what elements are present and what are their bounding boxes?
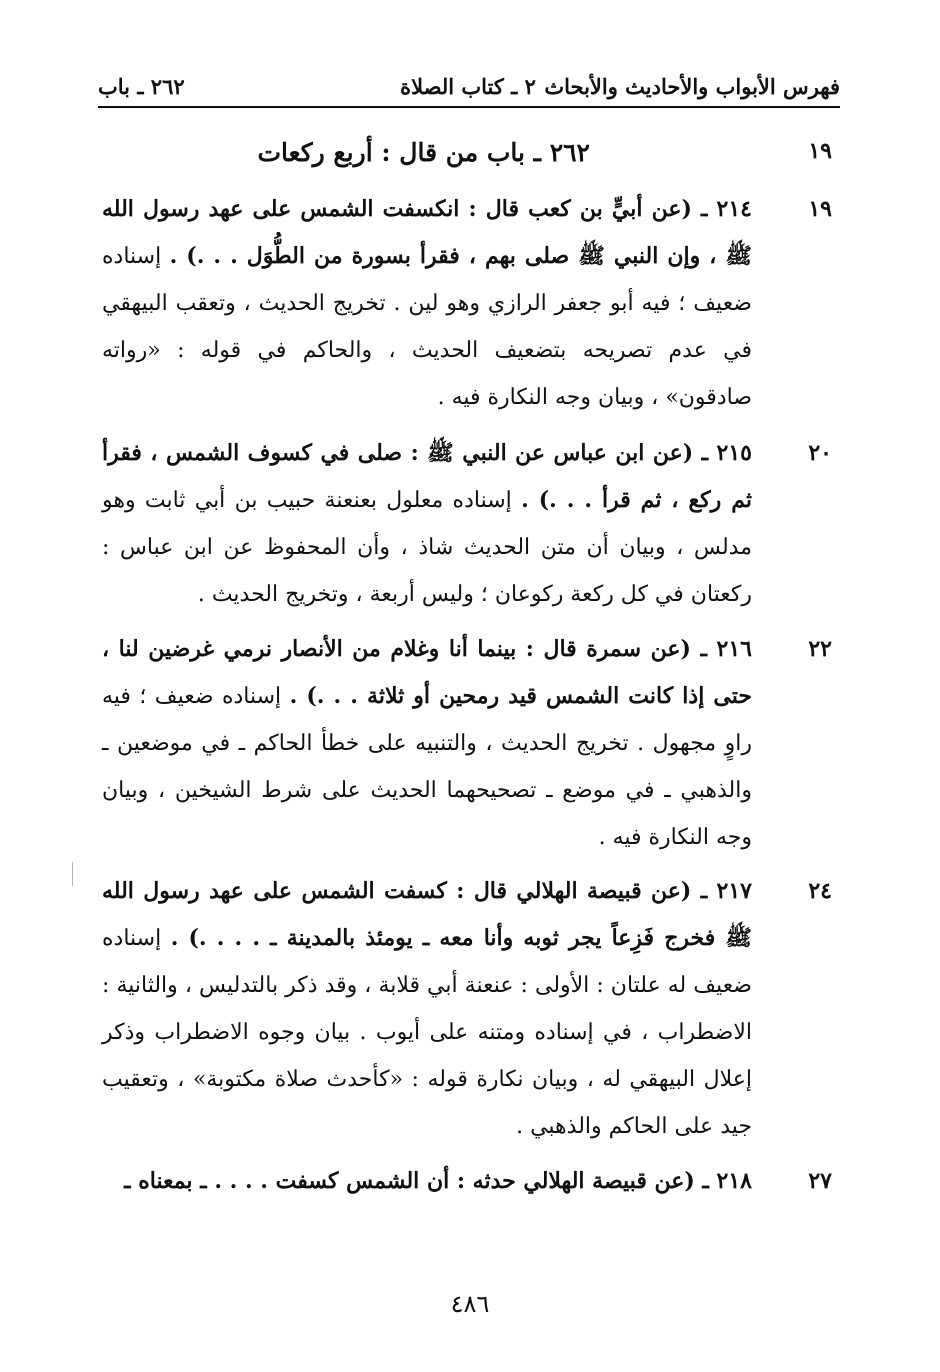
page-header [98, 70, 840, 108]
entry-page-ref: ٢٠ [808, 440, 832, 466]
hadith-note: إسناده ضعيف ؛ فيه راوٍ مجهول . تخريج الحديث ، والتنبيه على خطأ الحاكم ـ في موضعين ـ والذهبي ـ في موضع ـ تصحيحهما الحديث على شرط الشيخين ، وبيان وجه النكارة فيه . [102, 684, 752, 850]
hadith-text: ٢١٤ ـ (عن أبيٍّ بن كعب قال : انكسفت الشمس على عهد رسول الله ﷺ ، وإن النبي ﷺ صلى بهم ، فقرأ بسورة من الطُّوَل . . .) . [102, 196, 752, 269]
book-index-title: فهرس الأبواب والأحاديث والأبحاث [544, 74, 840, 99]
hadith-note: إسناده معلول بعنعنة حبيب بن أبي ثابت وهو مدلس ، وبيان أن متن الحديث شاذ ، وأن المحفوظ عن ابن عباس : ركعتان في كل ركعة ركوعان ؛ وليس أربعة ، وتخريج الحديث . [102, 488, 752, 607]
hadith-entry [102, 186, 752, 421]
hadith-text: ٢١٨ ـ (عن قبيصة الهلالي حدثه : أن الشمس كسفت . . . . ـ بمعناه ـ [124, 1168, 752, 1194]
chapter-page-ref: ١٩ [808, 138, 832, 164]
entry-page-ref: ٢٧ [808, 1168, 832, 1194]
hadith-entry [102, 430, 752, 618]
section-title: ٢ ـ كتاب الصلاة [400, 74, 536, 99]
scan-mark [72, 862, 73, 886]
hadith-text: ٢١٥ ـ (عن ابن عباس عن النبي ﷺ : صلى في كسوف الشمس ، فقرأ ثم ركع ، ثم قرأ . . .) . [102, 440, 752, 513]
entry-page-ref: ١٩ [808, 196, 832, 222]
hadith-entry [102, 626, 752, 861]
entry-page-ref: ٢٢ [808, 636, 832, 662]
chapter-reference: ٢٦٢ ـ باب [98, 74, 185, 99]
hadith-entry [102, 1158, 752, 1205]
chapter-title: ٢٦٢ ـ باب من قال : أربع ركعات [257, 138, 590, 167]
hadith-entry [102, 868, 752, 1150]
hadith-note: إسناده ضعيف له علتان : الأولى : عنعنة أبي قلابة ، وقد ذكر بالتدليس ، والثانية : الاضطراب ، في إسناده ومتنه على أيوب . بيان وجوه الاضطراب وذكر إعلال البيهقي له ، وبيان نكارة قوله : «كأحدث صلاة مكتوبة» ، وتعقيب جيد على الحاكم والذهبي . [102, 926, 752, 1139]
page-number: ٤٨٦ [450, 1290, 490, 1318]
hadith-text: ٢١٦ ـ (عن سمرة قال : بينما أنا وغلام من الأنصار نرمي غرضين لنا ، حتى إذا كانت الشمس قيد رمحين أو ثلاثة . . .) . [102, 636, 753, 709]
hadith-text: ٢١٧ ـ (عن قبيصة الهلالي قال : كسفت الشمس على عهد رسول الله ﷺ فخرج فَزِعاً يجر ثوبه وأنا معه ـ يومئذ بالمدينة ـ . . . .) . [102, 878, 752, 951]
entry-page-ref: ٢٤ [808, 878, 832, 904]
hadith-note: إسناده ضعيف ؛ فيه أبو جعفر الرازي وهو لين . تخريج الحديث ، وتعقب البيهقي في عدم تصريحه بتضعيف الحديث ، والحاكم في قوله : «رواته صادقون» ، وبيان وجه النكارة فيه . [102, 244, 752, 410]
